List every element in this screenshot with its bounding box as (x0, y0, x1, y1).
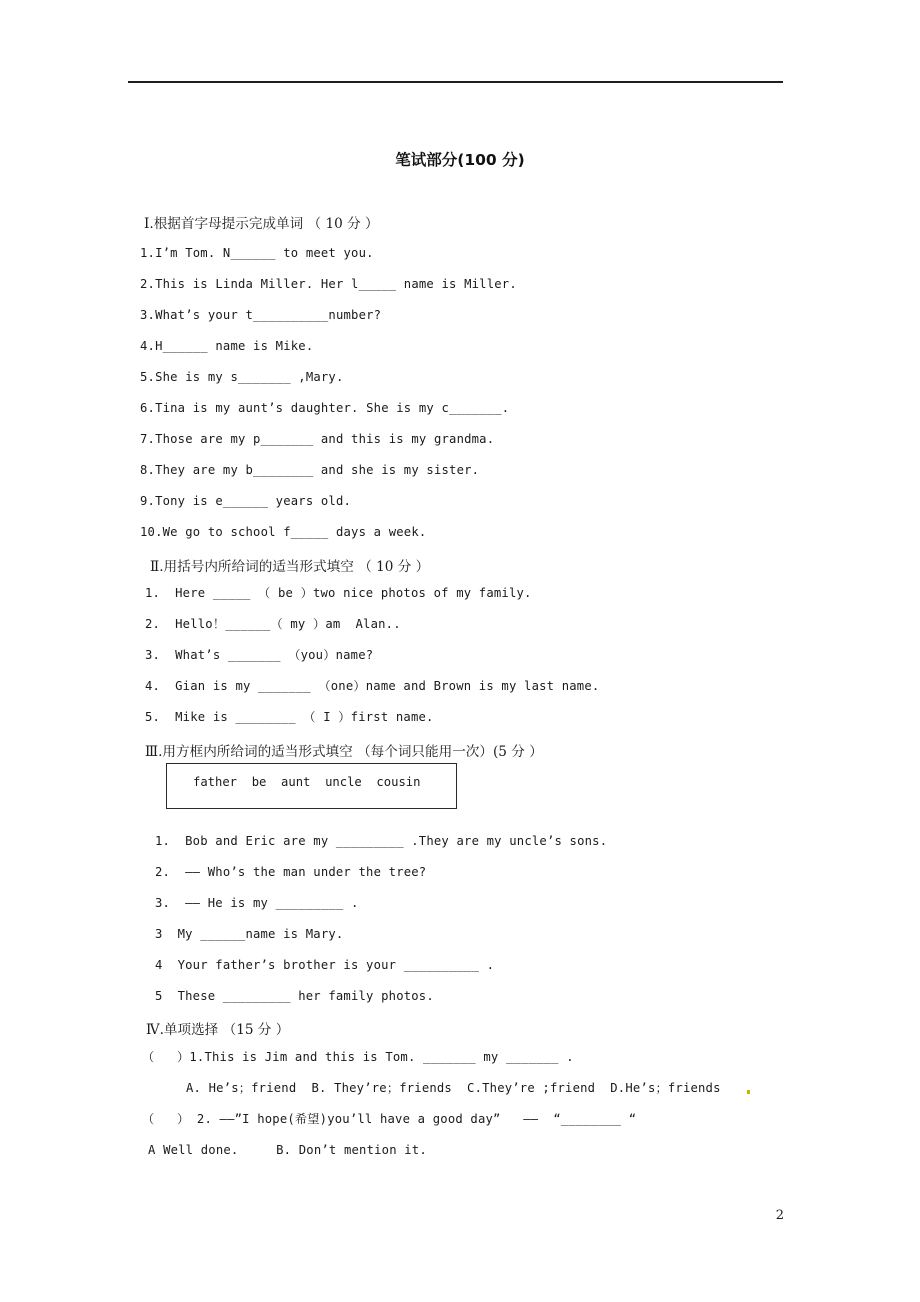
section-2-item-4: 4. Gian is my _______ （one）name and Brown is my last name. (145, 679, 600, 693)
section-4-item-2-options: A Well done. B. Don’t mention it. (148, 1143, 427, 1157)
section-1-item-5: 5.She is my s_______ ,Mary. (140, 370, 344, 384)
page-number: 2 (775, 1208, 784, 1223)
section-heading-2: Ⅱ.用括号内所给词的适当形式填空 （ 10 分 ） (150, 559, 430, 575)
section-1-item-7: 7.Those are my p_______ and this is my grandma. (140, 432, 495, 446)
section-1-item-1: 1.I’m Tom. N______ to meet you. (140, 246, 374, 260)
ink-mark (747, 1090, 750, 1094)
section-1-item-6: 6.Tina is my aunt’s daughter. She is my c_______. (140, 401, 510, 415)
word-bank-box (166, 763, 457, 809)
section-1-item-3: 3.What’s your t__________number? (140, 308, 382, 322)
section-3-item-2: 2. —— Who’s the man under the tree? (155, 865, 427, 879)
page-title: 笔试部分(100 分) (395, 151, 525, 169)
section-1-item-2: 2.This is Linda Miller. Her l_____ name is Miller. (140, 277, 517, 291)
section-2-item-2: 2. Hello！______（ my ）am Alan.. (145, 617, 401, 631)
header-rule (128, 81, 783, 83)
section-heading-4: Ⅳ.单项选择 （15 分 ） (146, 1022, 290, 1038)
section-1-item-4: 4.H______ name is Mike. (140, 339, 314, 353)
section-4-item-1: （ ）1.This is Jim and this is Tom. _______ my _______ . (142, 1050, 574, 1064)
section-1-item-10: 10.We go to school f_____ days a week. (140, 525, 427, 539)
section-1-item-8: 8.They are my b________ and she is my sister. (140, 463, 480, 477)
section-2-item-3: 3. What’s _______ （you）name? (145, 648, 374, 662)
section-2-item-1: 1. Here _____ （ be ）two nice photos of my family. (145, 586, 532, 600)
section-3-item-1: 1. Bob and Eric are my _________ .They are my uncle’s sons. (155, 834, 608, 848)
section-1-item-9: 9.Tony is e______ years old. (140, 494, 352, 508)
section-heading-1: Ⅰ.根据首字母提示完成单词 （ 10 分 ） (144, 216, 379, 232)
section-4-item-2: （ ） 2. ——”I hope(希望)you’ll have a good day” —— “________ “ (142, 1112, 637, 1126)
section-2-item-5: 5. Mike is ________ （ I ）first name. (145, 710, 434, 724)
section-3-item-5: 4 Your father’s brother is your __________ . (155, 958, 495, 972)
section-3-item-3: 3. —— He is my _________ . (155, 896, 359, 910)
section-3-item-6: 5 These _________ her family photos. (155, 989, 434, 1003)
section-4-item-1-options: A. He’s；friend B. They’re；friends C.They’re ;friend D.He’s；friends (186, 1081, 721, 1095)
word-bank-text: father be aunt uncle cousin (193, 775, 421, 789)
section-heading-3: Ⅲ.用方框内所给词的适当形式填空 （每个词只能用一次）(5 分 ） (145, 744, 543, 760)
section-3-item-4: 3 My ______name is Mary. (155, 927, 344, 941)
